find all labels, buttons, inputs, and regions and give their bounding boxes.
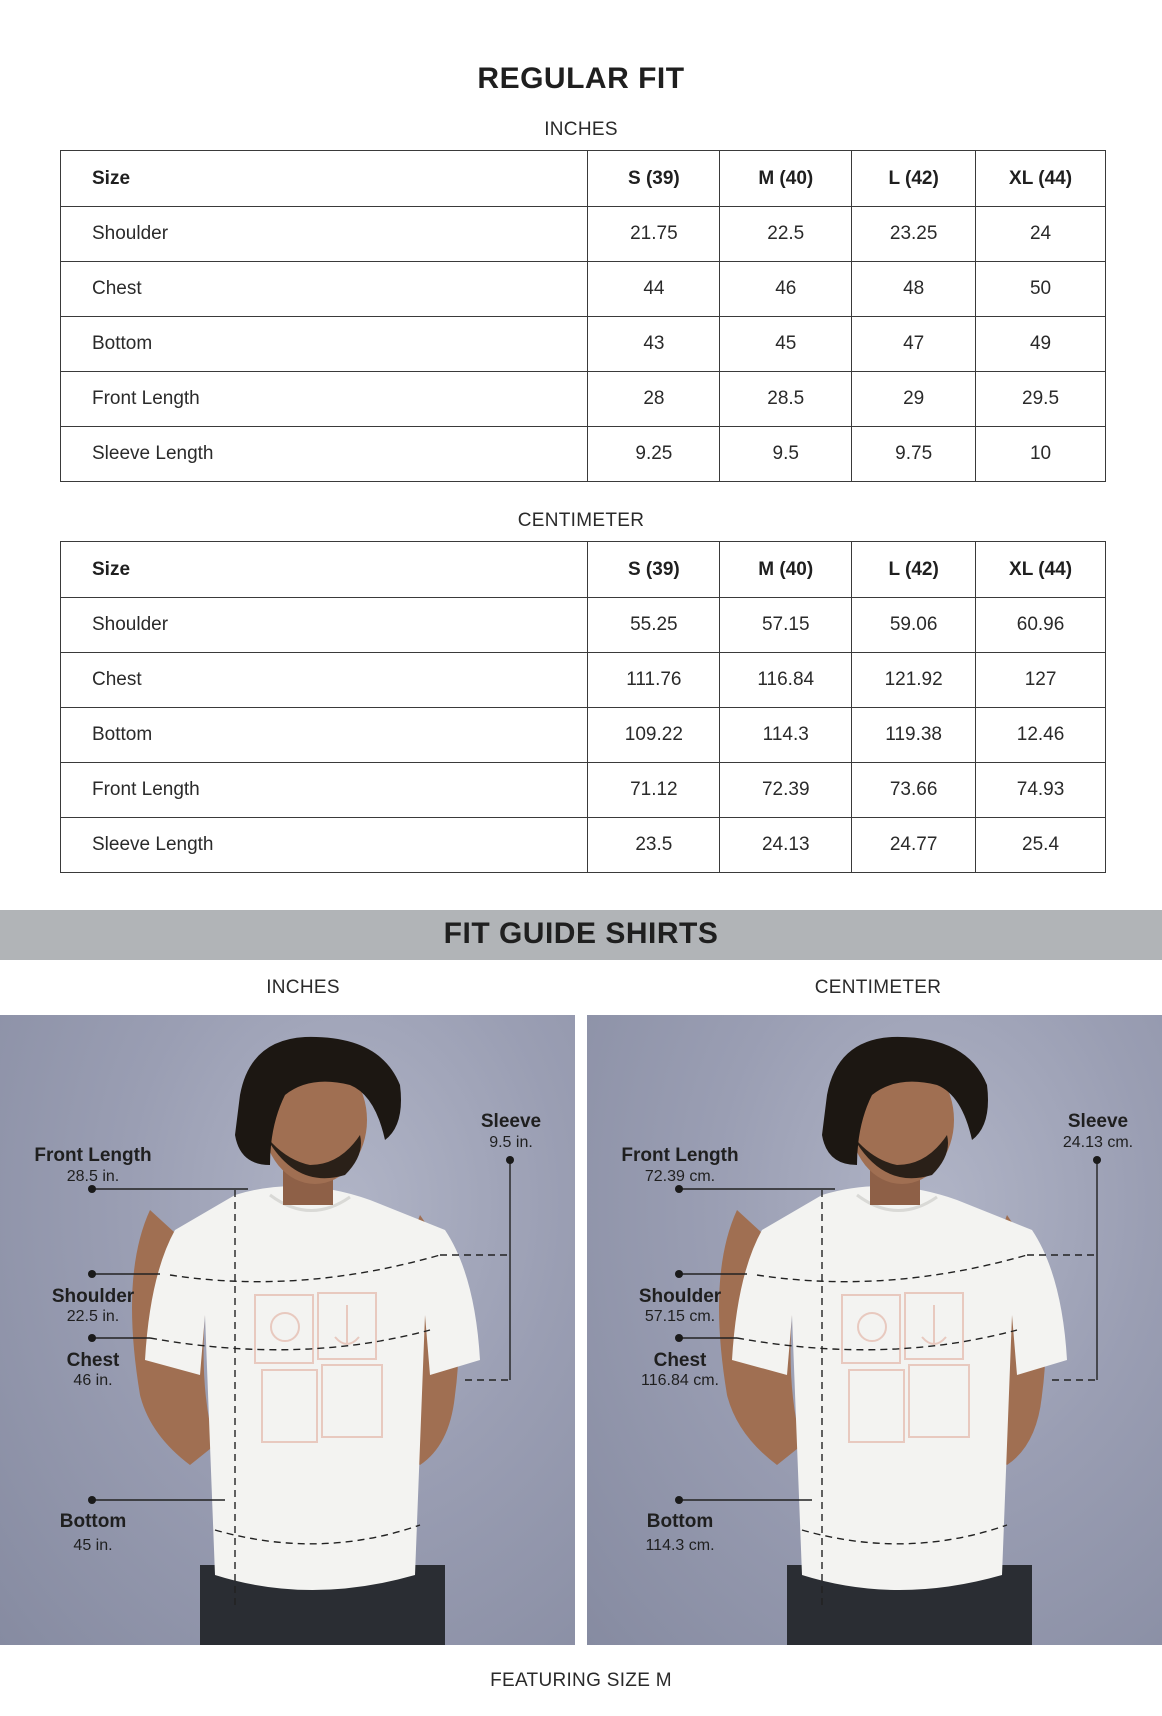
table-cell: 55.25 — [588, 598, 720, 653]
sleeve-value: 24.13 cm. — [1062, 1134, 1134, 1151]
table-cell: 48 — [852, 262, 976, 317]
row-label: Shoulder — [61, 207, 588, 262]
row-label: Sleeve Length — [61, 427, 588, 482]
fit-guide-centimeter-label: CENTIMETER — [814, 977, 942, 998]
table-cell: 10 — [976, 427, 1106, 482]
table-cell: 57.15 — [720, 598, 852, 653]
shoulder-label: Shoulder — [51, 1286, 135, 1307]
header-cell: S (39) — [588, 151, 720, 207]
table-row — [61, 653, 1106, 708]
table-cell: 111.76 — [588, 653, 720, 708]
bottom-label: Bottom — [646, 1511, 714, 1532]
chest-label: Chest — [66, 1350, 120, 1371]
table-cell: 47 — [852, 317, 976, 372]
table-cell: 119.38 — [852, 708, 976, 763]
table-row — [61, 763, 1106, 818]
table-cell: 116.84 — [720, 653, 852, 708]
table-cell: 28 — [588, 372, 720, 427]
centimeter-unit-label: CENTIMETER — [517, 510, 645, 531]
regular-fit-title: REGULAR FIT — [477, 62, 685, 95]
table-row — [61, 708, 1106, 763]
bottom-value: 114.3 cm. — [645, 1537, 715, 1554]
table-cell: 12.46 — [976, 708, 1106, 763]
table-cell: 9.25 — [588, 427, 720, 482]
fit-guide-inches-label: INCHES — [266, 977, 340, 998]
model-illustration — [0, 1015, 575, 1645]
featuring-size-caption: FEATURING SIZE M — [490, 1670, 672, 1691]
table-cell: 21.75 — [588, 207, 720, 262]
table-cell: 60.96 — [976, 598, 1106, 653]
chest-value: 116.84 cm. — [641, 1372, 719, 1389]
header-cell: M (40) — [720, 151, 852, 207]
header-cell: Size — [61, 542, 588, 598]
sleeve-value: 9.5 in. — [489, 1134, 533, 1151]
front-length-value: 72.39 cm. — [644, 1168, 716, 1185]
inches-unit-label: INCHES — [544, 119, 618, 140]
table-cell: 45 — [720, 317, 852, 372]
shoulder-value: 57.15 cm. — [644, 1308, 716, 1325]
header-cell: M (40) — [720, 542, 852, 598]
header-cell: Size — [61, 151, 588, 207]
table-cell: 74.93 — [976, 763, 1106, 818]
table-row — [61, 427, 1106, 482]
shoulder-label: Shoulder — [638, 1286, 722, 1307]
table-row — [61, 598, 1106, 653]
table-row — [61, 372, 1106, 427]
fit-guide-photo-inches — [0, 1015, 575, 1645]
table-cell: 23.25 — [852, 207, 976, 262]
model-figure — [132, 1037, 480, 1645]
table-cell: 46 — [720, 262, 852, 317]
row-label: Shoulder — [61, 598, 588, 653]
front-length-label: Front Length — [621, 1145, 739, 1166]
row-label: Bottom — [61, 708, 588, 763]
table-row — [61, 207, 1106, 262]
inches-size-table — [60, 150, 1106, 482]
table-row — [61, 262, 1106, 317]
table-header-row — [61, 151, 1106, 207]
table-header-row — [61, 542, 1106, 598]
row-label: Sleeve Length — [61, 818, 588, 873]
chest-value: 46 in. — [73, 1372, 113, 1389]
front-length-label: Front Length — [34, 1145, 152, 1166]
header-cell: L (42) — [852, 542, 976, 598]
centimeter-size-table — [60, 541, 1106, 873]
table-cell: 25.4 — [976, 818, 1106, 873]
row-label: Front Length — [61, 372, 588, 427]
fit-guide-banner — [0, 910, 1162, 960]
table-cell: 50 — [976, 262, 1106, 317]
table-cell: 29.5 — [976, 372, 1106, 427]
table-cell: 73.66 — [852, 763, 976, 818]
row-label: Chest — [61, 653, 588, 708]
row-label: Front Length — [61, 763, 588, 818]
row-label: Bottom — [61, 317, 588, 372]
header-cell: S (39) — [588, 542, 720, 598]
header-cell: XL (44) — [976, 542, 1106, 598]
chest-label: Chest — [653, 1350, 707, 1371]
table-cell: 127 — [976, 653, 1106, 708]
table-cell: 28.5 — [720, 372, 852, 427]
table-cell: 29 — [852, 372, 976, 427]
model-figure — [719, 1037, 1067, 1645]
bottom-value: 45 in. — [73, 1537, 113, 1554]
model-illustration — [587, 1015, 1162, 1645]
header-cell: XL (44) — [976, 151, 1106, 207]
table-cell: 24 — [976, 207, 1106, 262]
sleeve-label: Sleeve — [480, 1111, 542, 1132]
sleeve-label: Sleeve — [1067, 1111, 1129, 1132]
row-label: Chest — [61, 262, 588, 317]
table-cell: 22.5 — [720, 207, 852, 262]
shoulder-value: 22.5 in. — [66, 1308, 120, 1325]
table-cell: 9.75 — [852, 427, 976, 482]
table-cell: 9.5 — [720, 427, 852, 482]
table-cell: 72.39 — [720, 763, 852, 818]
table-cell: 43 — [588, 317, 720, 372]
table-cell: 59.06 — [852, 598, 976, 653]
fit-guide-title: FIT GUIDE SHIRTS — [443, 917, 719, 950]
table-cell: 114.3 — [720, 708, 852, 763]
table-cell: 24.77 — [852, 818, 976, 873]
fit-guide-photo-centimeter — [587, 1015, 1162, 1645]
table-row — [61, 317, 1106, 372]
table-cell: 44 — [588, 262, 720, 317]
bottom-label: Bottom — [59, 1511, 127, 1532]
front-length-value: 28.5 in. — [66, 1168, 120, 1185]
header-cell: L (42) — [852, 151, 976, 207]
table-cell: 121.92 — [852, 653, 976, 708]
table-cell: 109.22 — [588, 708, 720, 763]
table-cell: 24.13 — [720, 818, 852, 873]
table-cell: 23.5 — [588, 818, 720, 873]
table-cell: 71.12 — [588, 763, 720, 818]
table-cell: 49 — [976, 317, 1106, 372]
table-row — [61, 818, 1106, 873]
